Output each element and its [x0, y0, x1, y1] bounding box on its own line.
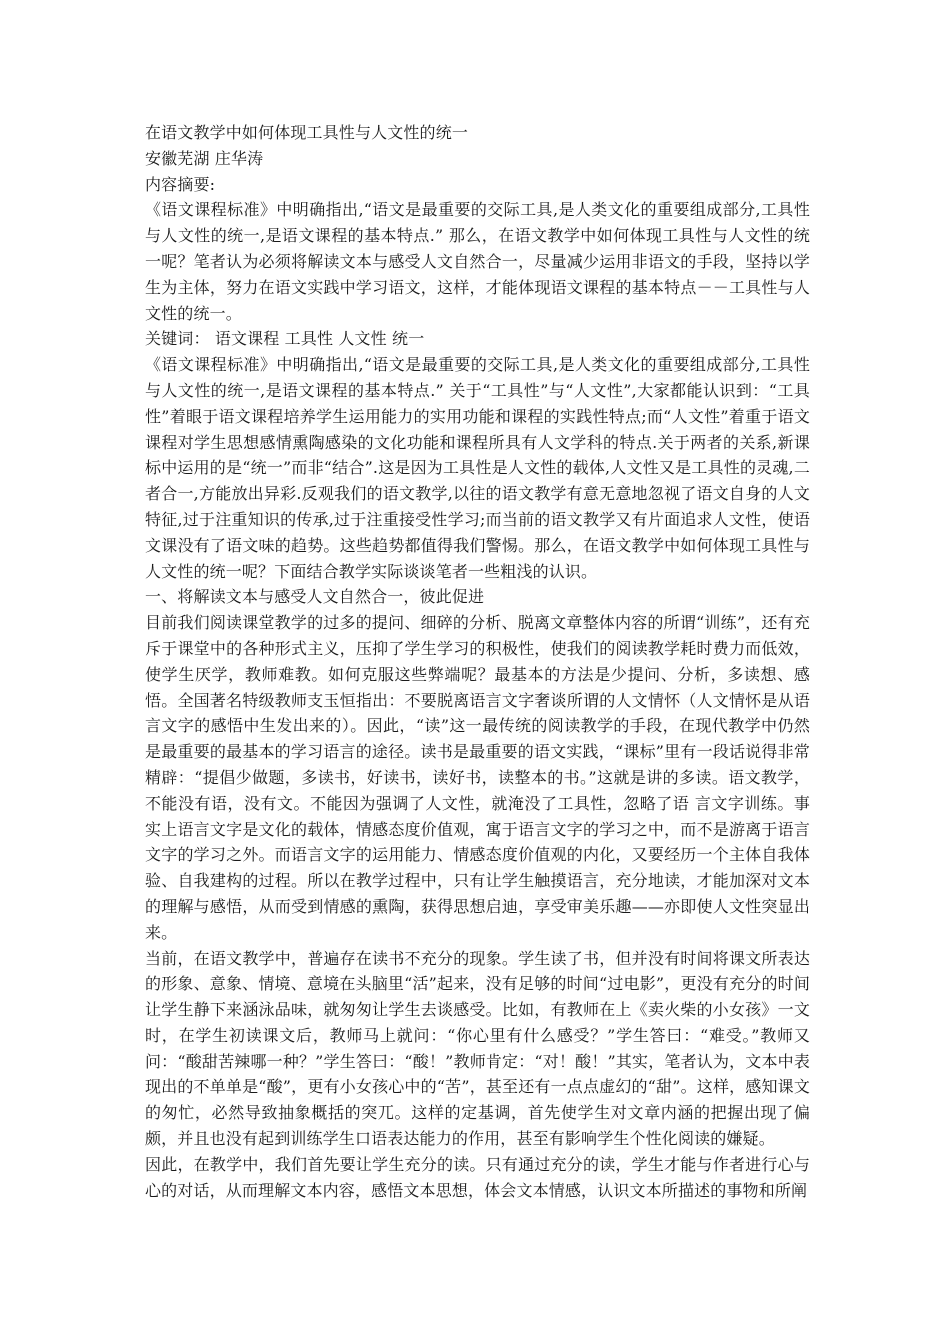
body-paragraph: 当前，在语文教学中，普遍存在读书不充分的现象。学生读了书，但并没有时间将课文所表达的形象、意象、情境、意境在头脑里“活”起来，没有足够的时间“过电影”，更没有充分的时间让学生静下来涵泳品味，就匆匆让学生去谈感受。比如，有教师在上《卖火柴的小女孩》一文时，在学生初读课文后，教师马上就问：“你心里有什么感受？”学生答曰：“难受。”教师又问：“酸甜苦辣哪一种？”学生答曰：“酸！”教师肯定：“对！酸！”其实，笔者认为，文本中表现出的不单单是“酸”，更有小女孩心中的“苦”，甚至还有一点点虚幻的“甜”。这样，感知课文的匆忙，必然导致抽象概括的突兀。这样的定基调，首先使学生对文章内涵的把握出现了偏颇，并且也没有起到训练学生口语表达能力的作用，甚至有影响学生个性化阅读的嫌疑。: [145, 948, 810, 1149]
abstract-paragraph: 《语文课程标准》中明确指出,“语文是最重要的交际工具,是人类文化的重要组成部分,工具性与人文性的统一,是语文课程的基本特点.” 那么，在语文教学中如何体现工具性与人文性的统一呢？笔者认为必须将解读文本与感受人文自然合一，尽量减少运用非语文的手段，坚持以学生为主体，努力在语文实践中学习语文，这样，才能体现语文课程的基本特点－－工具性与人文性的统一。: [145, 200, 810, 323]
document-body: [145, 120, 810, 1203]
intro-paragraph: 《语文课程标准》中明确指出,“语文是最重要的交际工具,是人类文化的重要组成部分,工具性与人文性的统一,是语文课程的基本特点.” 关于“工具性”与“人文性”,大家都能认识到：“工具性”着眼于语文课程培养学生运用能力的实用功能和课程的实践性特点;而“人文性”着重于语文课程对学生思想感情熏陶感染的文化功能和课程所具有人文学科的特点.关于两者的关系,新课标中运用的是“统一”而非“结合”.这是因为工具性是人文性的载体,人文性又是工具性的灵魂,二者合一,方能放出异彩.反观我们的语文教学,以往的语文教学有意无意地忽视了语文自身的人文特征,过于注重知识的传承,过于注重接受性学习;而当前的语文教学又有片面追求人文性，使语文课没有了语文味的趋势。这些趋势都值得我们警惕。那么，在语文教学中如何体现工具性与人文性的统一呢？下面结合教学实际谈谈笔者一些粗浅的认识。: [145, 355, 810, 581]
body-paragraph: 目前我们阅读课堂教学的过多的提问、细碎的分析、脱离文章整体内容的所谓“训练”，还有充斥于课堂中的各种形式主义，压抑了学生学习的积极性，使我们的阅读教学耗时费力而低效，使学生厌学，教师难教。如何克服这些弊端呢？最基本的方法是少提问、分析，多读想、感悟。全国著名特级教师支玉恒指出：不要脱离语言文字奢谈所谓的人文情怀（人文情怀是从语言文字的感悟中生发出来的）。因此，“读”这一最传统的阅读教学的手段，在现代教学中仍然是最重要的最基本的学习语言的途径。读书是最重要的语文实践，“课标”里有一段话说得非常精辟：“提倡少做题，多读书，好读书，读好书，读整本的书。”这就是讲的多读。语文教学，不能没有语，没有文。不能因为强调了人文性，就淹没了工具性，忽略了语 言文字训练。事实上语言文字是文化的载体，情感态度价值观，寓于语言文字的学习之中，而不是游离于语言文字的学习之外。而语言文字的运用能力、情感态度价值观的内化，又要经历一个主体自我体验、自我建构的过程。所以在教学过程中，只有让学生触摸语言，充分地读，才能加深对文本的理解与感悟，从而受到情感的熏陶，获得思想启迪，享受审美乐趣——亦即使人文性突显出来。: [145, 613, 810, 942]
document-title: 在语文教学中如何体现工具性与人文性的统一: [145, 123, 469, 142]
document-author: 安徽芜湖 庄华涛: [145, 148, 264, 168]
section-heading: 一、将解读文本与感受人文自然合一，彼此促进: [145, 587, 485, 607]
body-paragraph: 因此，在教学中，我们首先要让学生充分的读。只有通过充分的读，学生才能与作者进行心与心的对话，从而理解文本内容，感悟文本思想，体会文本情感，认识文本所描述的事物和所阐: [145, 1154, 810, 1200]
abstract-heading: 内容摘要:: [145, 174, 216, 194]
keywords-line: 关键词： 语文课程 工具性 人文性 统一: [145, 329, 425, 349]
